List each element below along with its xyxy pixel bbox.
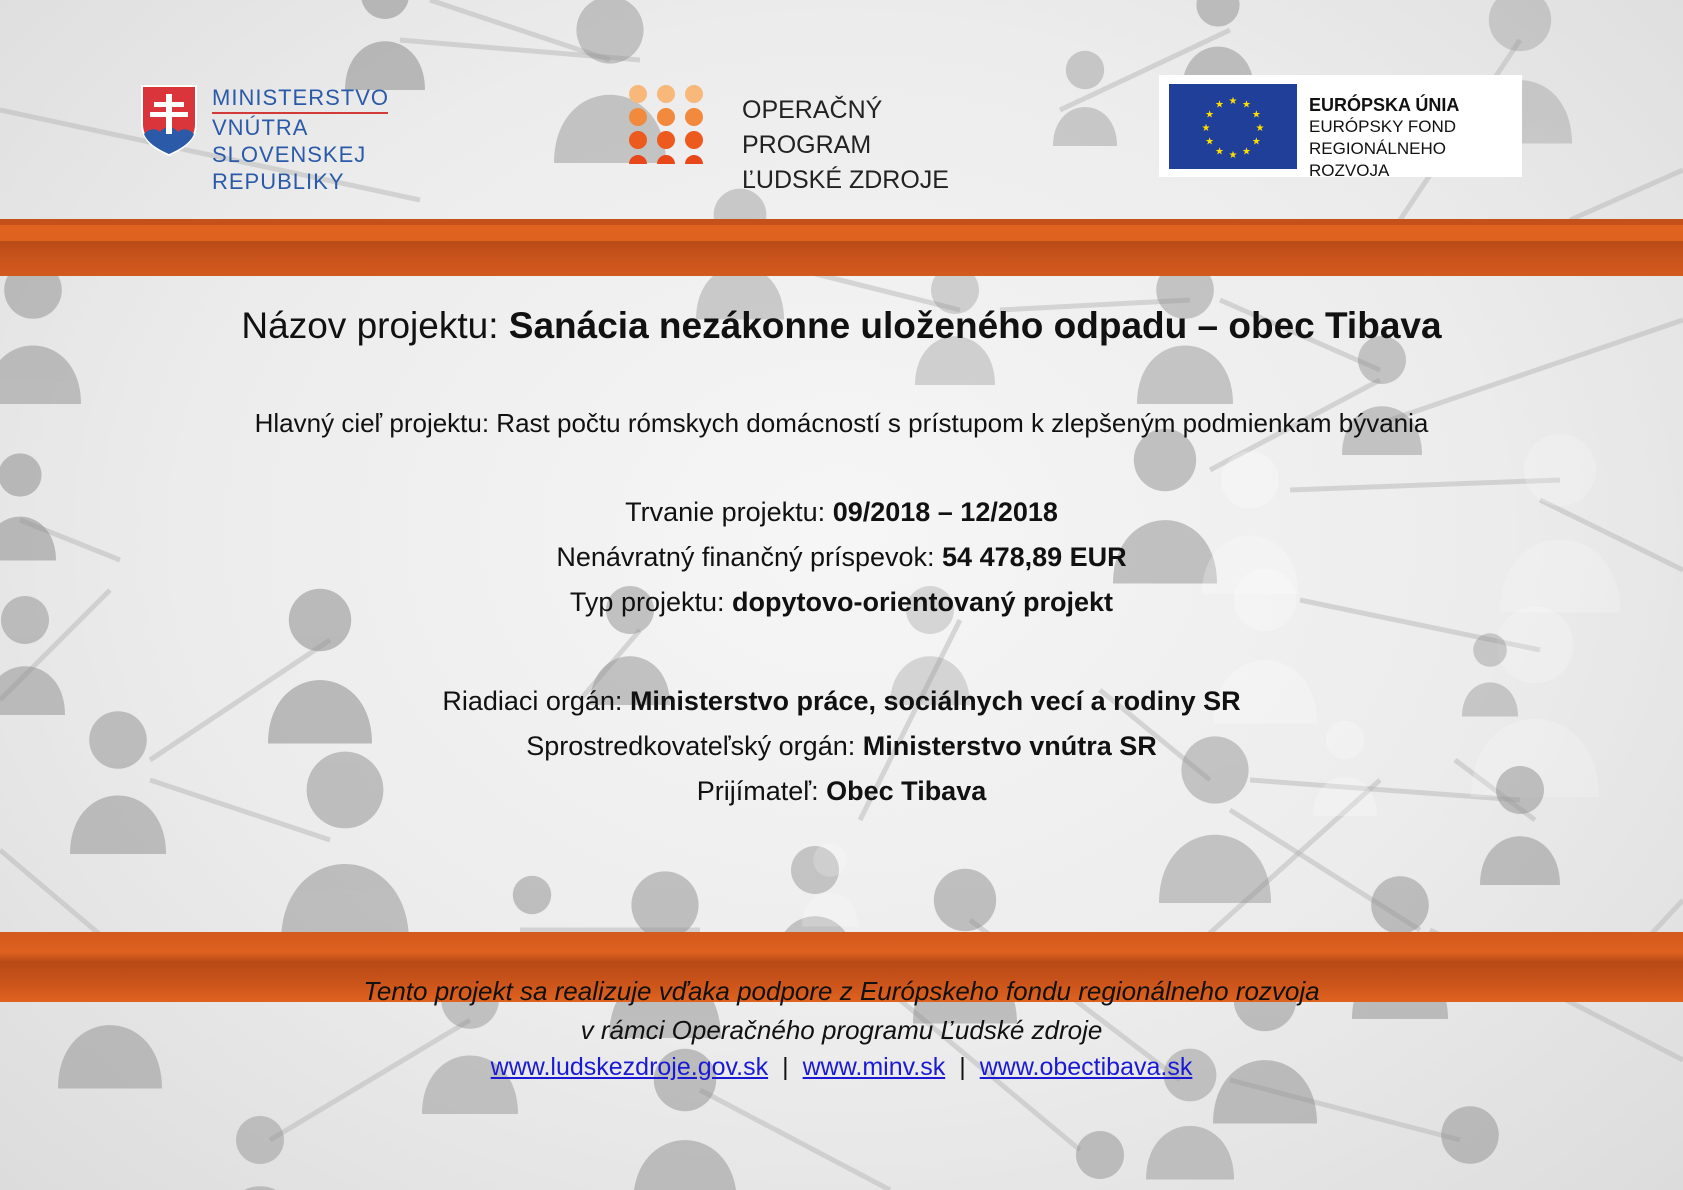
eu-star-icon: ★ bbox=[1242, 99, 1251, 111]
project-grant bbox=[0, 542, 1683, 573]
eu-star-icon: ★ bbox=[1228, 96, 1238, 107]
footer-links bbox=[0, 1053, 1683, 1082]
eu-star-icon: ★ bbox=[1215, 99, 1224, 111]
eu-star-icon: ★ bbox=[1201, 123, 1211, 134]
managing-value: Ministerstvo práce, sociálnych vecí a rodiny SR bbox=[629, 686, 1241, 716]
link-obectibava[interactable]: www.obectibava.sk bbox=[979, 1053, 1193, 1081]
footer-line2: v rámci Operačného programu Ľudské zdroje bbox=[580, 1015, 1103, 1045]
project-goal: Hlavný cieľ projektu: Rast počtu rómskych domácností s prístupom k zlepšeným podmienkam bývania bbox=[254, 408, 1429, 438]
project-type bbox=[0, 587, 1683, 618]
eu-star-icon: ★ bbox=[1228, 150, 1238, 161]
type-value: dopytovo-orientovaný projekt bbox=[732, 587, 1114, 617]
project-title bbox=[0, 305, 1683, 347]
link-separator: | bbox=[782, 1053, 789, 1081]
link-separator: | bbox=[959, 1053, 966, 1081]
eu-star-icon: ★ bbox=[1251, 136, 1261, 148]
ministry-logo bbox=[140, 84, 500, 194]
managing-authority bbox=[0, 686, 1683, 717]
ministry-logo-line1: MINISTERSTVO bbox=[212, 84, 388, 114]
program-logo bbox=[626, 84, 1016, 194]
eu-star-icon: ★ bbox=[1251, 109, 1261, 121]
project-duration bbox=[0, 497, 1683, 528]
grant-label: Nenávratný finančný príspevok: bbox=[556, 542, 943, 572]
managing-label: Riadiaci orgán: bbox=[442, 686, 630, 716]
link-minv[interactable]: www.minv.sk bbox=[802, 1053, 946, 1081]
duration-value: 09/2018 – 12/2018 bbox=[832, 497, 1058, 527]
eu-logo-line3: REGIONÁLNEHO ROZVOJA bbox=[1309, 139, 1446, 180]
project-title-value: Sanácia nezákonne uloženého odpadu – obec Tibava bbox=[508, 305, 1442, 346]
project-title-label: Názov projektu: bbox=[241, 305, 509, 346]
eu-logo-title: EURÓPSKA ÚNIA bbox=[1309, 95, 1460, 115]
type-label: Typ projektu: bbox=[569, 587, 733, 617]
eu-star-icon: ★ bbox=[1205, 136, 1215, 148]
footer-line1: Tento projekt sa realizuje vďaka podpore z Európskeho fondu regionálneho rozvoja bbox=[363, 976, 1320, 1006]
recipient-value: Obec Tibava bbox=[826, 776, 987, 806]
eu-logo bbox=[1159, 75, 1522, 180]
program-dots-icon bbox=[626, 84, 706, 164]
grant-value: 54 478,89 EUR bbox=[942, 542, 1127, 572]
ministry-logo-line2: VNÚTRA bbox=[212, 115, 309, 140]
eu-star-icon: ★ bbox=[1205, 109, 1215, 121]
intermediate-label: Sprostredkovateľský orgán: bbox=[526, 731, 863, 761]
link-ludskezdroje[interactable]: www.ludskezdroje.gov.sk bbox=[490, 1053, 769, 1081]
eu-star-icon: ★ bbox=[1242, 146, 1251, 158]
ministry-logo-line3: SLOVENSKEJ REPUBLIKY bbox=[212, 142, 367, 194]
slovak-crest-icon bbox=[140, 84, 198, 156]
eu-flag-icon bbox=[1169, 84, 1297, 169]
duration-label: Trvanie projektu: bbox=[625, 497, 833, 527]
program-logo-line2: ĽUDSKÉ ZDROJE bbox=[742, 166, 949, 194]
eu-star-icon: ★ bbox=[1215, 146, 1224, 158]
intermediate-value: Ministerstvo vnútra SR bbox=[862, 731, 1157, 761]
program-logo-line1: OPERAČNÝ PROGRAM bbox=[742, 96, 883, 159]
eu-star-icon: ★ bbox=[1255, 123, 1265, 134]
intermediate-body bbox=[0, 731, 1683, 762]
recipient-label: Prijímateľ: bbox=[696, 776, 827, 806]
recipient bbox=[0, 776, 1683, 807]
eu-logo-line2: EURÓPSKY FOND bbox=[1309, 117, 1457, 136]
